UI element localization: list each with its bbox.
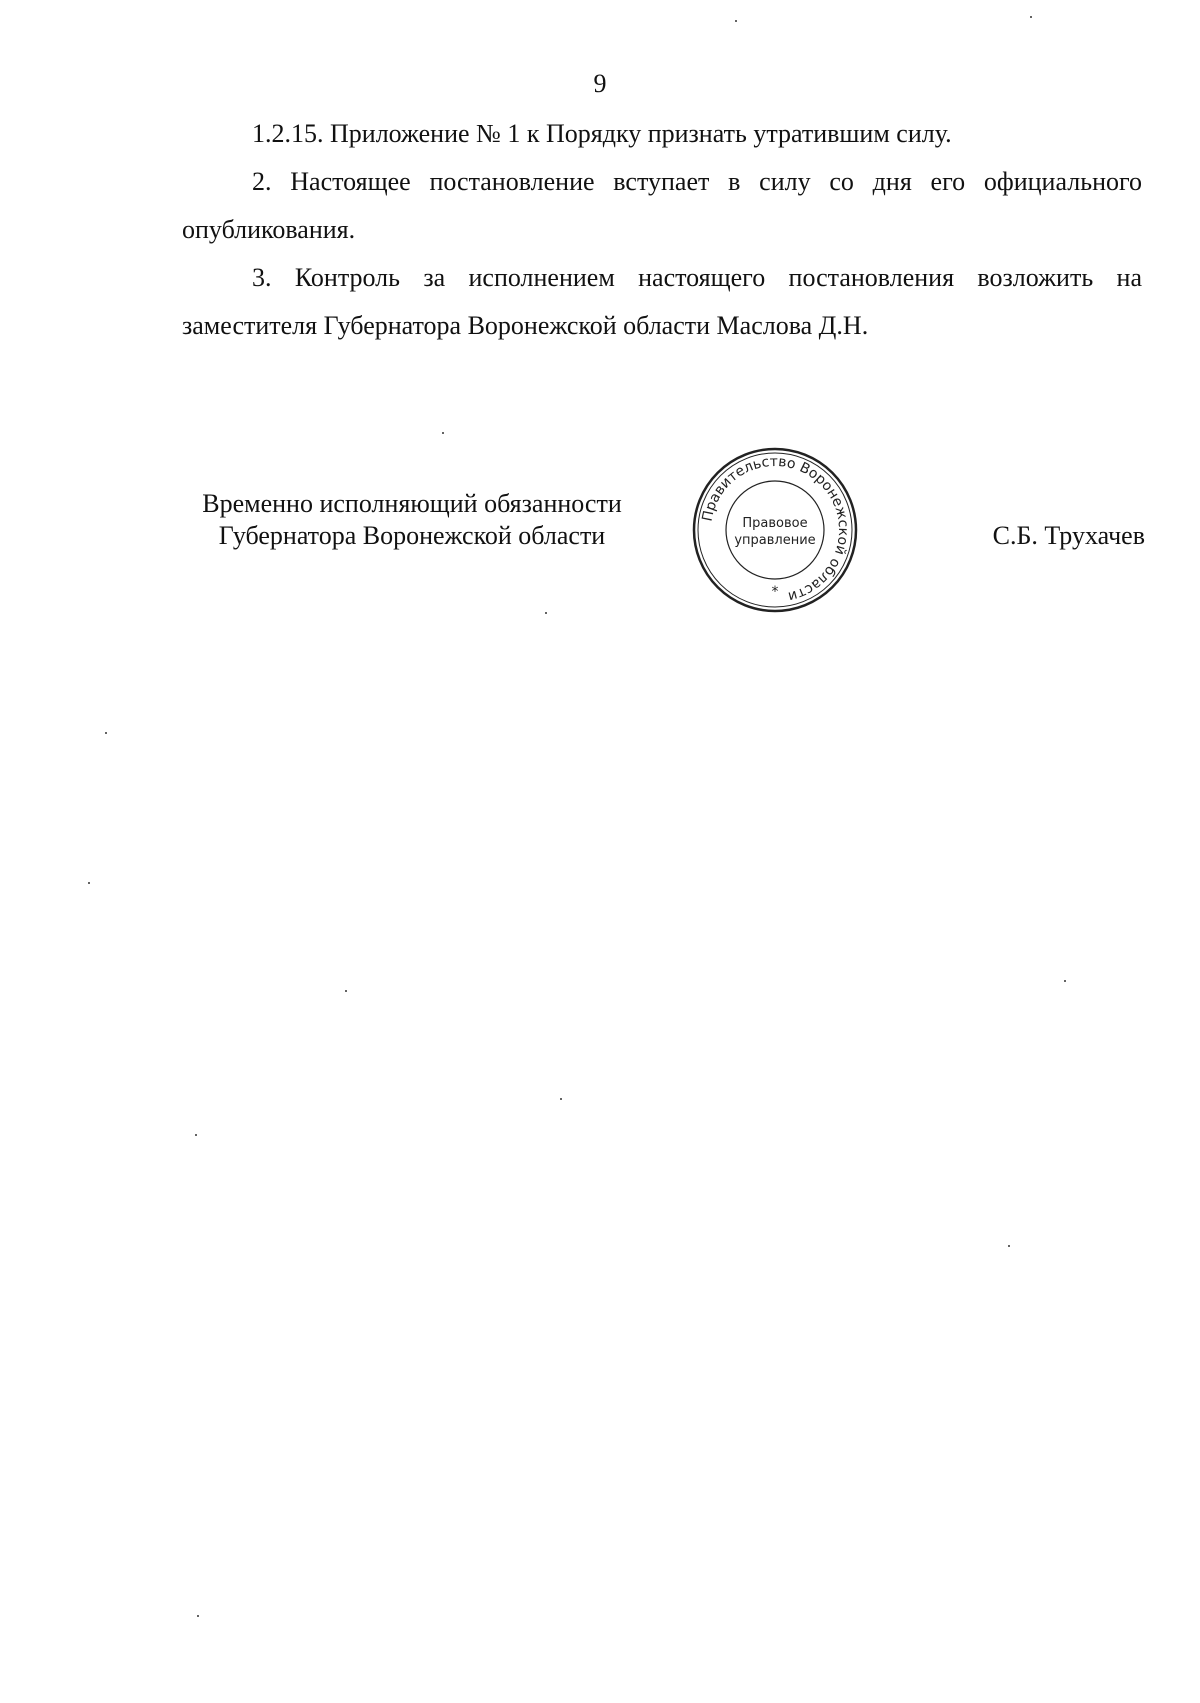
- scan-speck: [442, 432, 444, 434]
- scan-speck: [1064, 980, 1066, 982]
- page-number: 9: [593, 69, 607, 98]
- paragraph-1-2-15: 1.2.15. Приложение № 1 к Порядку признать утратившим силу.: [252, 119, 952, 148]
- scan-speck: [545, 612, 547, 614]
- scan-speck: [1008, 1245, 1010, 1247]
- scan-speck: [560, 1098, 562, 1100]
- paragraph-2: 2. Настоящее постановление вступает в силу со дня его официального опубликования.: [182, 167, 1142, 244]
- stamp-inner-line-2: управление: [734, 533, 816, 548]
- official-stamp: [690, 445, 860, 615]
- stamp-inner-line-1: Правовое: [742, 516, 808, 531]
- scan-speck: [735, 20, 737, 22]
- scan-speck: [197, 1615, 199, 1617]
- scan-speck: [195, 1134, 197, 1136]
- scan-speck: [105, 732, 107, 734]
- scan-speck: [1030, 16, 1032, 18]
- stamp-outer-text: Правительство Воронежской области: [699, 453, 852, 605]
- signatory-title: [182, 488, 642, 552]
- signatory-title-line-2: Губернатора Воронежской области: [218, 521, 606, 550]
- scan-speck: [345, 990, 347, 992]
- signatory-title-line-1: Временно исполняющий обязанности: [202, 489, 622, 518]
- paragraph-3: 3. Контроль за исполнением настоящего постановления возложить на заместителя Губернатора Воронежской области Маслова Д.Н.: [182, 263, 1142, 340]
- signatory-name: С.Б. Трухачев: [992, 521, 1145, 550]
- scan-speck: [88, 882, 90, 884]
- stamp-star: *: [771, 584, 779, 600]
